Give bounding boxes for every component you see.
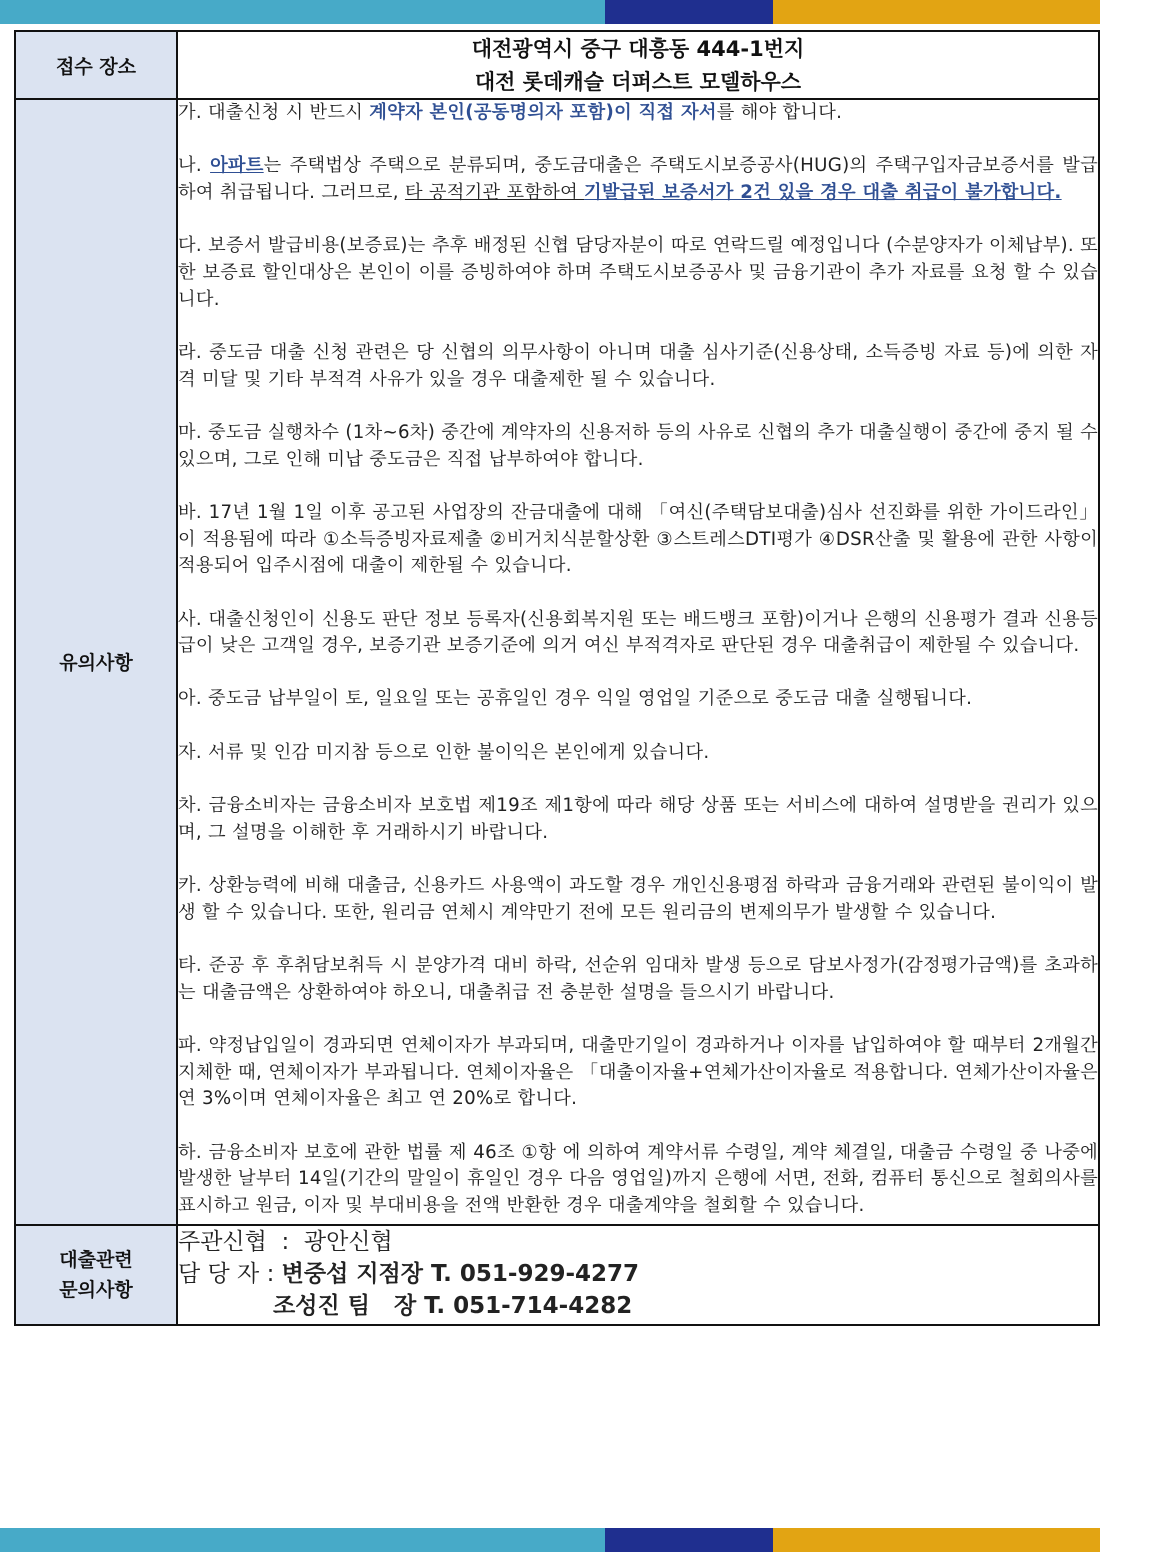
notes-label: 유의사항: [15, 99, 177, 1225]
loan-info-table: [14, 30, 1100, 1326]
note-cha: 차. 금융소비자는 금융소비자 보호법 제19조 제1항에 따라 해당 상품 또는 서비스에 대하여 설명받을 권리가 있으며, 그 설명을 이해한 후 거래하시기 바랍니다.: [178, 795, 1098, 843]
note-ta: 타. 준공 후 후취담보취득 시 분양가격 대비 하락, 선순위 임대차 발생 등으로 담보사정가(감정평가금액)를 초과하는 대출금액은 상환하여야 하오니, 대출취급 전 충분한 설명을 들으시기 바랍니다.: [178, 955, 1098, 1003]
reception-row: [15, 31, 1099, 99]
note-ga-highlight: 계약자 본인(공동명의자 포함)이 직접 자서: [369, 102, 717, 123]
notes-body: [177, 99, 1099, 1225]
reception-address: [177, 31, 1099, 99]
note-ba: 바. 17년 1월 1일 이후 공고된 사업장의 잔금대출에 대해 「여신(주택담보대출)심사 선진화를 위한 가이드라인」이 적용됨에 따라 ①소득증빙자료제출 ②비거치식분할상환 ③스트레스DTI평가 ④DSR산출 및 활용에 관한 사항이 적용되어 입주시점에 대출이 제한될 수 있습니다.: [178, 501, 1098, 577]
contact-row: [15, 1225, 1099, 1325]
organizer-line: 주관신협 : 광안신협: [178, 1228, 393, 1255]
manager-line-1: 담 당 자 : 변중섭 지점장 T. 051-929-4277: [178, 1260, 640, 1287]
note-ka: 카. 상환능력에 비해 대출금, 신용카드 사용액이 과도할 경우 개인신용평점 하락과 금융거래와 관련된 불이익이 발생 할 수 있습니다. 또한, 원리금 연체시 계약만기 전에 모든 원리금의 변제의무가 발생할 수 있습니다.: [178, 875, 1098, 923]
contact-info: [177, 1225, 1099, 1325]
note-ra: 라. 중도금 대출 신청 관련은 당 신협의 의무사항이 아니며 대출 심사기준(신용상태, 소득증빙 자료 등)에 의한 자격 미달 및 기타 부적격 사유가 있을 경우 대출제한 될 수 있습니다.: [178, 341, 1098, 390]
note-na: 나. 아파트는 주택법상 주택으로 분류되며, 중도금대출은 주택도시보증공사(HUG)의 주택구입자금보증서를 발급하여 취급됩니다. 그러므로, 타 공적기관 포함하여 기발급된 보증서가 2건 있을 경우 대출 취급이 불가합니다.: [178, 155, 1098, 203]
address-line-2: 대전 롯데캐슬 더퍼스트 모델하우스: [474, 70, 802, 94]
note-pa: 파. 약정납입일이 경과되면 연체이자가 부과되며, 대출만기일이 경과하거나 이자를 납입하여야 할 때부터 2개월간 지체한 때, 연체이자가 부과됩니다. 연체이자율은 「대출이자율+연체가산이자율로 적용합니다. 연체가산이자율은 연 3%이며 연체이자율은 최고 연 20%로 합니다.: [178, 1035, 1098, 1110]
notes-row: [15, 99, 1099, 1225]
note-na-highlight-apt: 아파트: [210, 155, 264, 177]
note-ga: 가. 대출신청 시 반드시 계약자 본인(공동명의자 포함)이 직접 자서를 해야 합니다.: [178, 102, 843, 123]
address-line-1: 대전광역시 중구 대흥동 444-1번지: [471, 37, 805, 61]
note-na-highlight-warning: 기발급된 보증서가 2건 있을 경우 대출 취급이 불가합니다.: [584, 181, 1062, 203]
note-ja: 자. 서류 및 인감 미지참 등으로 인한 불이익은 본인에게 있습니다.: [178, 741, 710, 763]
manager-line-2: 조성진 팀 장 T. 051-714-4282: [273, 1292, 633, 1319]
note-a: 아. 중도금 납부일이 토, 일요일 또는 공휴일인 경우 익일 영업일 기준으로 중도금 대출 실행됩니다.: [178, 688, 973, 710]
note-sa: 사. 대출신청인이 신용도 판단 정보 등록자(신용회복지원 또는 배드뱅크 포함)이거나 은행의 신용평가 결과 신용등급이 낮은 고객일 경우, 보증기관 보증기준에 의거 여신 부적격자로 판단된 경우 대출취급이 제한될 수 있습니다.: [178, 608, 1098, 657]
contact-label: 대출관련 문의사항: [15, 1225, 177, 1325]
reception-label: 접수 장소: [15, 31, 177, 99]
top-color-bar: [0, 0, 1100, 24]
note-ma: 마. 중도금 실행차수 (1차~6차) 중간에 계약자의 신용저하 등의 사유로 신협의 추가 대출실행이 중간에 중지 될 수 있으며, 그로 인해 미납 중도금은 직접 납부하여야 합니다.: [178, 421, 1098, 470]
note-da: 다. 보증서 발급비용(보증료)는 추후 배정된 신협 담당자분이 따로 연락드릴 예정입니다 (수분양자가 이체납부). 또한 보증료 할인대상은 본인이 이를 증빙하여야 하며 주택도시보증공사 및 금융기관이 추가 자료를 요청 할 수 있습니다.: [178, 235, 1098, 310]
note-ha: 하. 금융소비자 보호에 관한 법률 제 46조 ①항 에 의하여 계약서류 수령일, 계약 체결일, 대출금 수령일 중 나중에 발생한 날부터 14일(기간의 말일이 휴일인 경우 다음 영업일)까지 은행에 서면, 전화, 컴퓨터 통신으로 철회의사를 표시하고 원금, 이자 및 부대비용을 전액 반환한 경우 대출계약을 철회할 수 있습니다.: [178, 1141, 1098, 1216]
bottom-color-bar: [0, 1528, 1100, 1552]
